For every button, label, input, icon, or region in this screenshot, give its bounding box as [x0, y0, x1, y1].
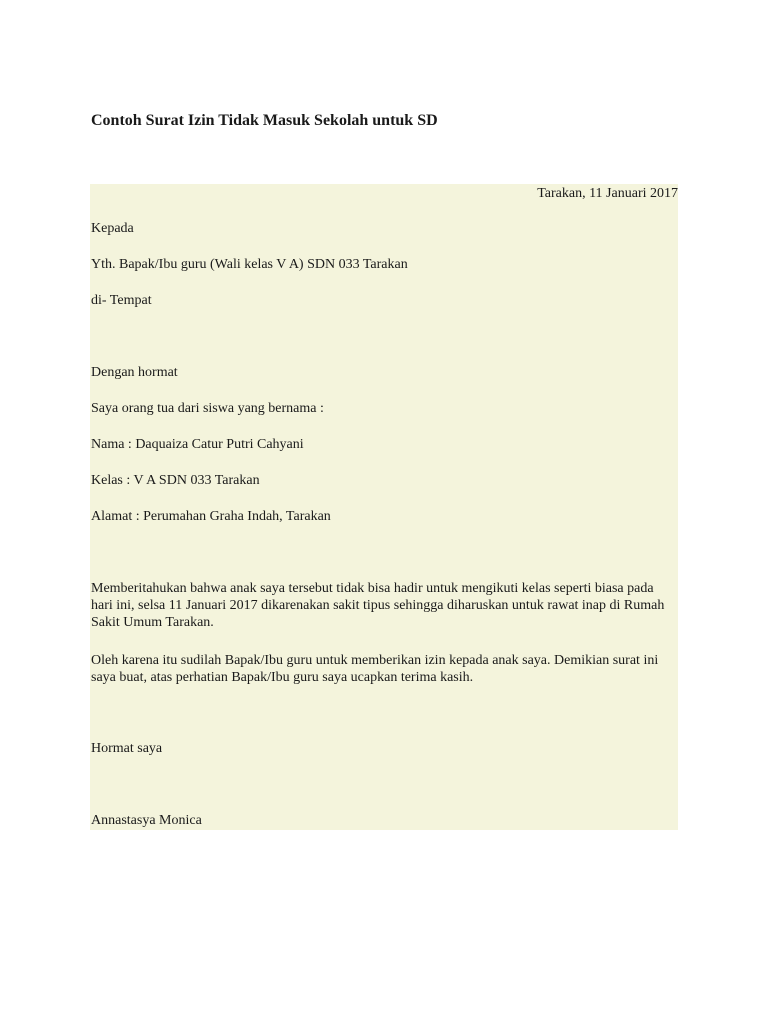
- parent-statement: Saya orang tua dari siswa yang bernama :: [91, 401, 324, 416]
- recipient-place: di- Tempat: [91, 293, 152, 308]
- recipient-intro: Kepada: [91, 221, 134, 236]
- page-title: Contoh Surat Izin Tidak Masuk Sekolah untuk SD: [91, 112, 438, 129]
- student-class: Kelas : V A SDN 033 Tarakan: [91, 473, 260, 488]
- student-address: Alamat : Perumahan Graha Indah, Tarakan: [91, 509, 331, 524]
- greeting: Dengan hormat: [91, 365, 178, 380]
- letter-date: Tarakan, 11 Januari 2017: [537, 186, 678, 201]
- recipient: Yth. Bapak/Ibu guru (Wali kelas V A) SDN 033 Tarakan: [91, 257, 408, 272]
- body-paragraph-1: Memberitahukan bahwa anak saya tersebut tidak bisa hadir untuk mengikuti kelas seperti biasa pada hari ini, selsa 11 Januari 2017 dikarenakan sakit tipus sehingga diharuskan untuk rawat inap di Rumah Sakit Umum Tarakan.: [91, 581, 665, 630]
- closing: Hormat saya: [91, 741, 163, 756]
- signature-name: Annastasya Monica: [91, 813, 202, 828]
- student-name: Nama : Daquaiza Catur Putri Cahyani: [91, 437, 304, 452]
- body-paragraph-2: Oleh karena itu sudilah Bapak/Ibu guru untuk memberikan izin kepada anak saya. Demikian surat ini saya buat, atas perhatian Bapak/Ibu guru saya ucapkan terima kasih.: [91, 653, 659, 685]
- letter-body: [90, 184, 678, 830]
